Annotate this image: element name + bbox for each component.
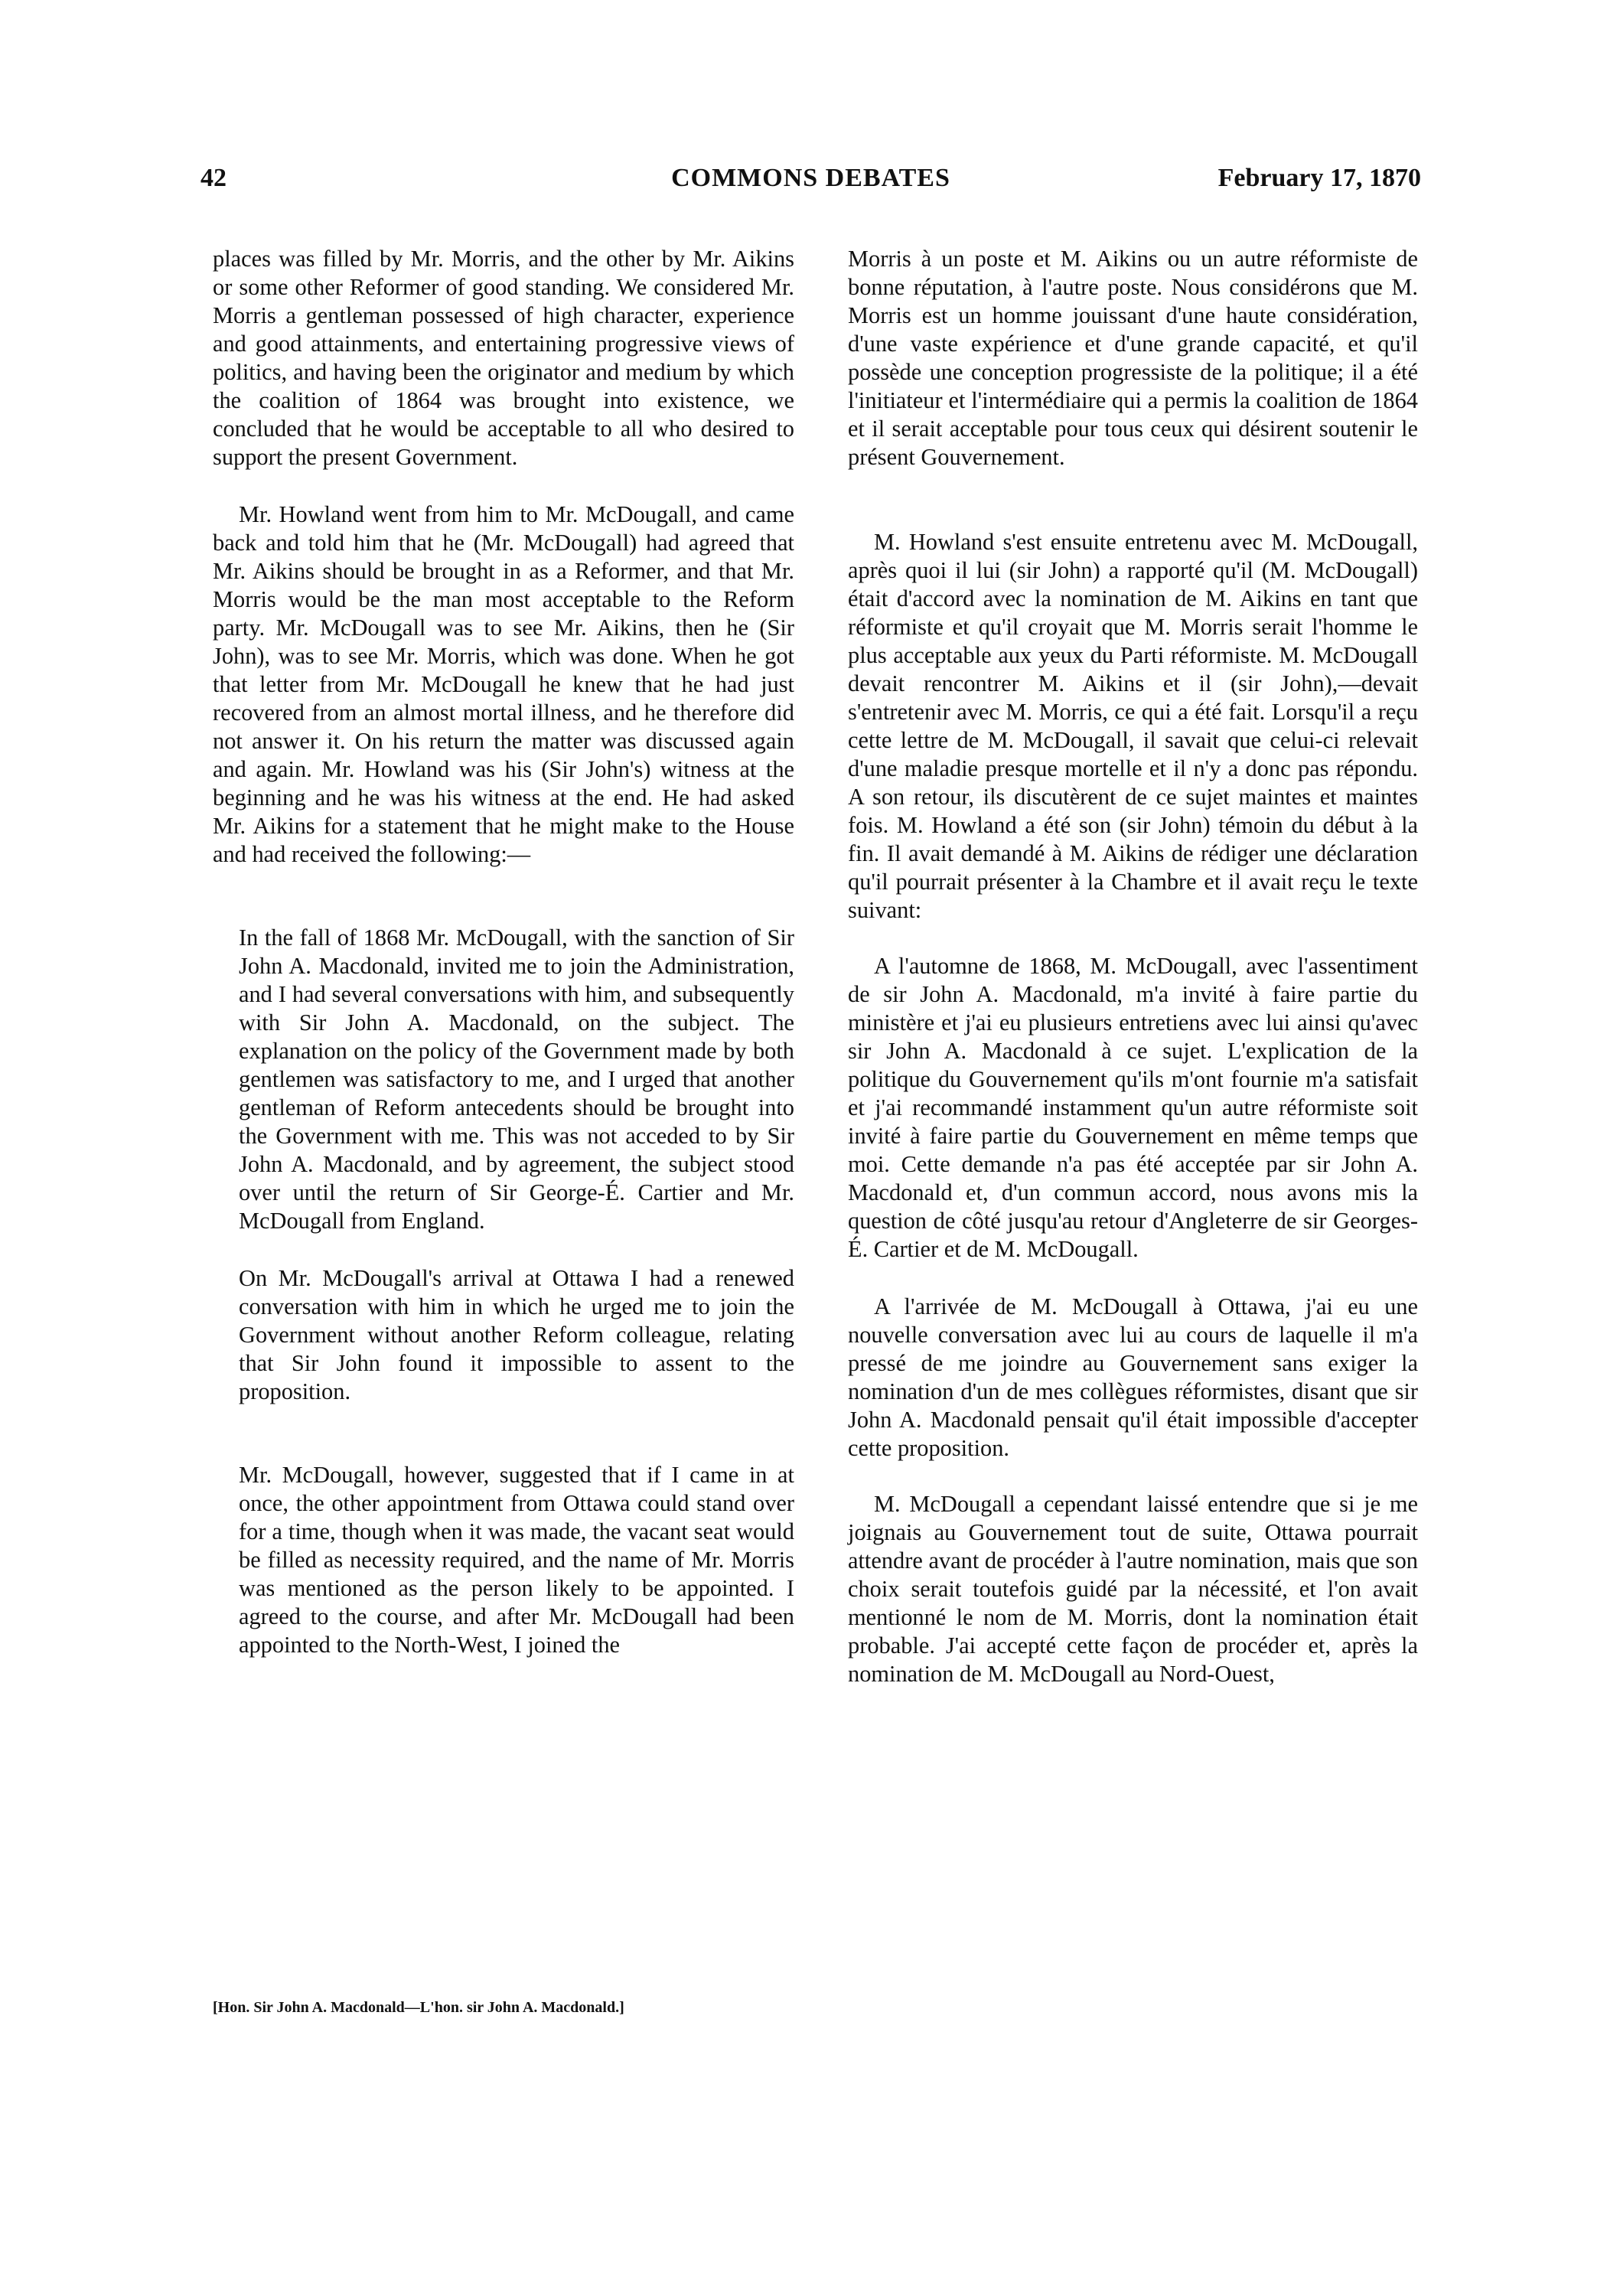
paragraph-fr-2: M. Howland s'est ensuite entretenu avec M. McDougall, après quoi il lui (sir John) a rapporté qu'il (M. McDougall) était d'accord avec la nomination de M. Aikins en tant que réformiste et qu'il croyait que M. Morris serait l'homme le plus acceptable aux yeux du Parti réformiste. M. McDougall devait rencontrer M. Aikins et il (sir John),—devait s'entretenir avec M. Morris, ce qui a été fait. Lorsqu'il a reçu cette lettre de M. McDougall, il savait que celui-ci relevait d'une maladie presque mortelle et il n'y a donc pas répondu. A son retour, ils discutèrent de ce sujet maintes et maintes fois. M. Howland a été son (sir John) témoin du début à la fin. Il avait demandé à M. Aikins de rédiger une déclaration qu'il pourrait présenter à la Chambre et il avait reçu le texte suivant: xyxy=(848,529,1418,923)
english-column xyxy=(213,245,794,1659)
publication-title: COMMONS DEBATES xyxy=(671,164,950,192)
page-date: February 17, 1870 xyxy=(1217,164,1421,192)
quote-fr-1: A l'automne de 1868, M. McDougall, avec l'assentiment de sir John A. Macdonald, m'a invité à faire partie du ministère et j'ai eu plusieurs entretiens avec lui ainsi qu'avec sir John A. Macdonald à ce sujet. L'explication de la politique du Gouvernement qu'ils m'ont fournie m'a satisfait et j'ai recommandé instamment qu'un autre réformiste soit invité à faire partie du Gouvernement en même temps que moi. Cette demande n'a pas été acceptée par sir John A. Macdonald et, d'un commun accord, nous avons mis la question de côté jusqu'au retour d'Angleterre de sir Georges-É. Cartier et de M. McDougall. xyxy=(848,953,1418,1262)
page-footer: [Hon. Sir John A. Macdonald—L'hon. sir John A. Macdonald.] xyxy=(213,1999,624,2016)
quote-fr-2: A l'arrivée de M. McDougall à Ottawa, j'ai eu une nouvelle conversation avec lui au cours de laquelle il m'a pressé de me joindre au Gouvernement sans exiger la nomination d'un de mes collègues réformistes, disant que sir John A. Macdonald pensait qu'il était impossible d'accepter cette proposition. xyxy=(848,1293,1418,1461)
paragraph-fr-1: Morris à un poste et M. Aikins ou un autre réformiste de bonne réputation, à l'autre poste. Nous considérons que M. Morris est un homme jouissant d'une haute considération, d'une vaste expérience et d'une grande capacité, et qu'il possède une conception progressiste de la politique; il a été l'initiateur et l'intermédiaire qui a permis la coalition de 1864 et il serait acceptable pour tous ceux qui désirent soutenir le présent Gouvernement. xyxy=(848,246,1418,470)
quote-en-3: Mr. McDougall, however, suggested that if I came in at once, the other appointment from Ottawa could stand over for a time, though when it was made, the vacant seat would be filled as necessity required, and the name of Mr. Morris was mentioned as the person likely to be appointed. I agreed to the course, and after Mr. McDougall had been appointed to the North-West, I joined the xyxy=(239,1462,794,1658)
french-column xyxy=(848,245,1418,1688)
quote-en-1: In the fall of 1868 Mr. McDougall, with the sanction of Sir John A. Macdonald, invited me to join the Administration, and I had several conversations with him, and subsequently with Sir John A. Macdonald, on the subject. The explanation on the policy of the Government made by both gentlemen was satisfactory to me, and I urged that another gentleman of Reform antecedents should be brought into the Government with me. This was not acceded to by Sir John A. Macdonald, and by agreement, the subject stood over until the return of Sir George-É. Cartier and Mr. McDougall from England. xyxy=(239,925,794,1234)
quote-en-2: On Mr. McDougall's arrival at Ottawa I had a renewed conversation with him in which he urged me to join the Government without another Reform colleague, relating that Sir John found it impossible to assent to the proposition. xyxy=(239,1265,794,1404)
paragraph-en-1: places was filled by Mr. Morris, and the other by Mr. Aikins or some other Reformer of good standing. We considered Mr. Morris a gentleman possessed of high character, experience and good attainments, and entertaining progressive views of politics, and having been the originator and medium by which the coalition of 1864 was brought into existence, we concluded that he would be acceptable to all who desired to support the present Government. xyxy=(213,246,794,470)
page-header xyxy=(200,164,1421,202)
paragraph-en-2: Mr. Howland went from him to Mr. McDougall, and came back and told him that he (Mr. McDougall) had agreed that Mr. Aikins should be brought in as a Reformer, and that Mr. Morris would be the man most acceptable to the Reform party. Mr. McDougall was to see Mr. Aikins, then he (Sir John), was to see Mr. Morris, which was done. When he got that letter from Mr. McDougall he knew that he had just recovered from an almost mortal illness, and he therefore did not answer it. On his return the matter was discussed again and again. Mr. Howland was his (Sir John's) witness at the beginning and he was his witness at the end. He had asked Mr. Aikins for a statement that he might make to the House and had received the following:— xyxy=(213,501,794,867)
page-number: 42 xyxy=(200,164,227,192)
quote-fr-3: M. McDougall a cependant laissé entendre que si je me joignais au Gouvernement tout de suite, Ottawa pourrait attendre avant de procéder à l'autre nomination, mais que son choix serait toutefois guidé par la nécessité, et l'on avait mentionné le nom de M. Morris, dont la nomination était probable. J'ai accepté cette façon de procéder et, après la nomination de M. McDougall au Nord-Ouest, xyxy=(848,1491,1418,1687)
